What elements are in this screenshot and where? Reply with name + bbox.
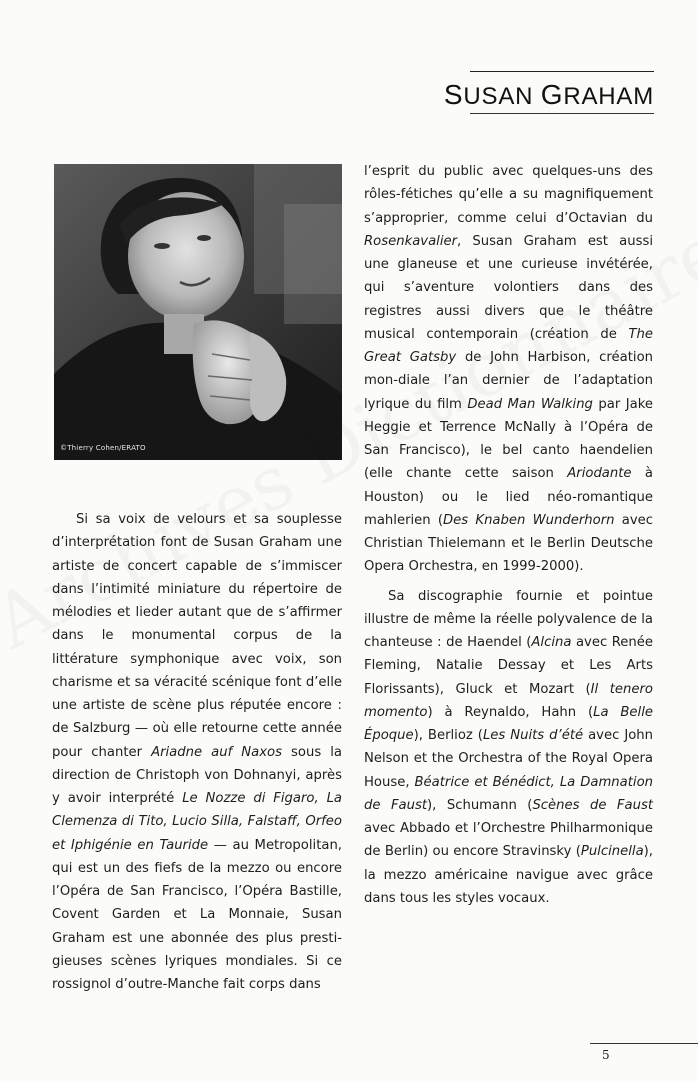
photo-credit: ©Thierry Cohen/ERATO <box>60 444 146 452</box>
title-ariadne: Ariadne auf Naxos <box>151 744 282 760</box>
header-rule-top <box>470 71 654 72</box>
right-paragraph-2: Sa discographie fournie et pointue illustre de même la réelle polyvalence de la chanteuse : de Haendel (Alcina avec Renée Fleming, Natalie Dessay et Les Arts Florissants), Gluck et Mozart (Il tenero momento) à Reynaldo, Hahn (La Belle Époque), Berlioz (Les Nuits d’été avec John Nelson et the Orchestra of the Royal Opera House, Béatrice et Bénédict, La Damnation de Faust), Schumann (Scènes de Faust avec Abbado et l’Orchestre Philharmonique de Berlin) ou encore Stravinsky (Pulcinella), la mezzo américaine navigue avec grâce dans tous les styles vocaux. <box>364 588 654 906</box>
page-number: 5 <box>602 1048 610 1062</box>
title-initial-s: S <box>443 79 464 110</box>
footer-rule <box>590 1043 698 1044</box>
portrait-photo <box>54 164 342 460</box>
right-column <box>364 160 653 910</box>
left-column <box>52 508 342 996</box>
header-rule-bottom <box>470 113 654 114</box>
page-title <box>444 79 654 113</box>
portrait-photo-icon <box>54 164 342 460</box>
title-last-rest: RAHAM <box>563 83 654 110</box>
title-initial-g: G <box>540 79 564 110</box>
title-first-rest: USAN <box>463 83 541 110</box>
title-operas: Le Nozze di Figaro, La Clemenza di Tito, Lucio Silla, Falstaff, Orfeo et Iphigénie en Tauride <box>52 791 342 853</box>
right-paragraph-1: l’esprit du public avec quelques-uns des rôles-fétiches qu’elle a su magnifiquement s’approprier, comme celui d’Octavian du Rosenkavalier, Susan Graham est aussi une glaneuse et une curieuse invétérée, qui s’aventure volontiers dans des registres aussi divers que le théâtre musical contemporain (création de The Great Gatsby de John Harbison, création mon-diale l’an dernier de l’adaptation lyrique du film Dead Man Walking par Jake Heggie et Terrence McNally à l’Opéra de San Francisco), le bel canto haendelien (elle chante cette saison Ariodante à Houston) ou le lied néo-romantique mahlerien (Des Knaben Wunderhorn avec Christian Thielemann et le Berlin Deutsche Opera Orchestra, en 1999-2000). <box>364 164 654 575</box>
left-paragraph-1: Si sa voix de velours et sa souplesse d’interprétation font de Susan Graham une artiste de concert capable de s’immiscer dans l’intimité miniature du répertoire de mélodies et lieder autant que de s’affirmer dans le monumental corpus de la littérature symphonique avec voix, son charisme et sa véracité scénique font d’elle une artiste de scène plus réputée encore : de Salzburg — où elle retourne cette année pour chanter Ariadne auf Naxos sous la direction de Christoph von Dohnanyi, après y avoir interprété Le Nozze di Figaro, La Clemenza di Tito, Lucio Silla, Falstaff, Orfeo et Iphigénie en Tauride — au Metropolitan, qui est un des fiefs de la mezzo ou encore l’Opéra de San Francisco, l’Opéra Bastille, Covent Garden et La Monnaie, Susan Graham est une abonnée des plus presti-gieuses scènes lyriques mondiales. Si ce rossignol d’outre-Manche fait corps dans <box>52 512 342 992</box>
